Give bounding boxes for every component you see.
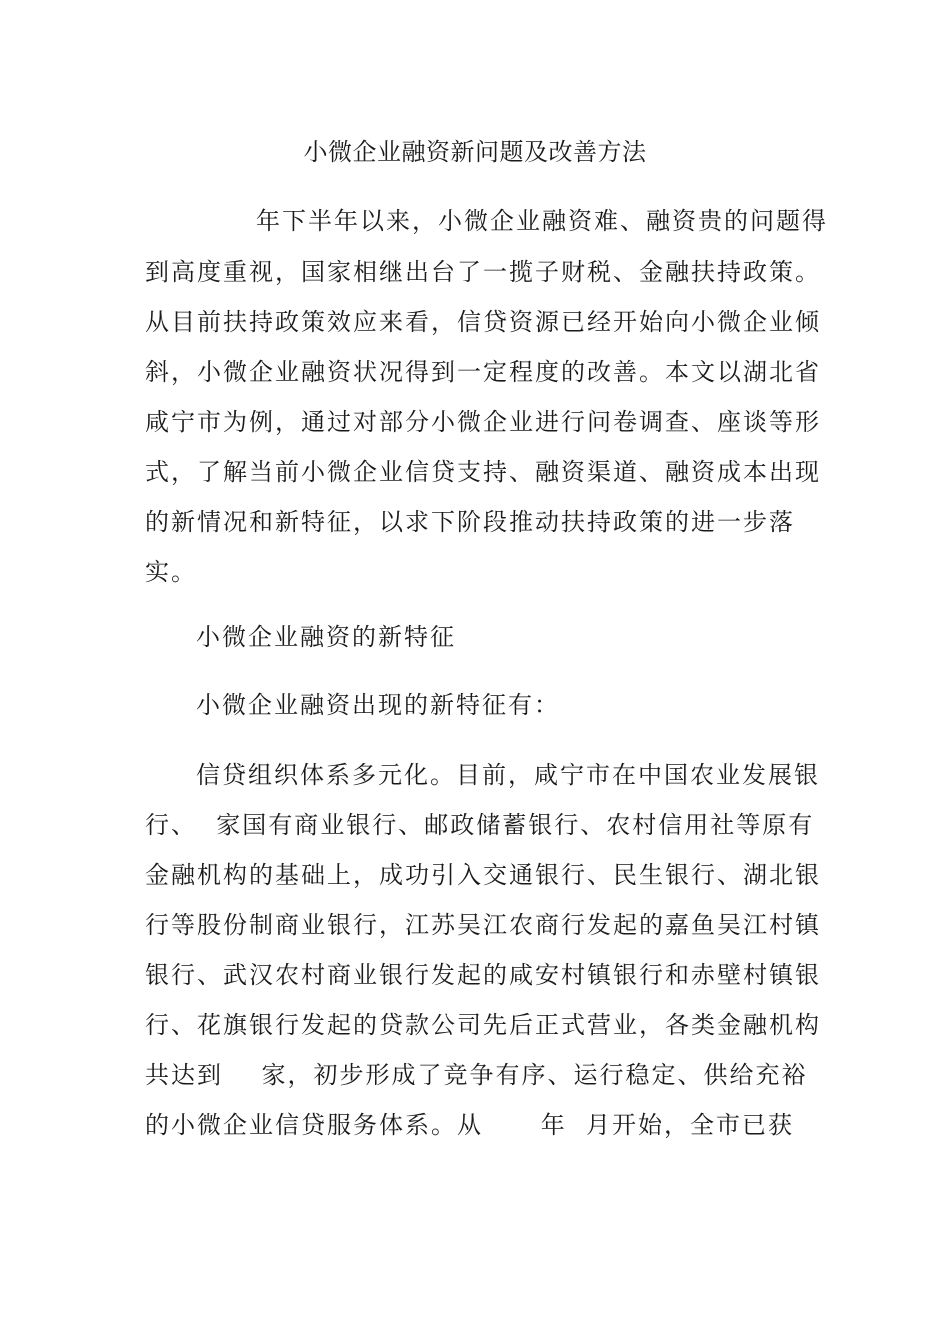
paragraph-line: 斜，小微企业融资状况得到一定程度的改善。本文以湖北省	[145, 358, 821, 386]
paragraph-line: 咸宁市为例，通过对部分小微企业进行问卷调查、座谈等形	[145, 408, 821, 436]
paragraph-line: 行、 家国有商业银行、邮政储蓄银行、农村信用社等原有	[145, 811, 815, 839]
paragraph-line: 金融机构的基础上，成功引入交通银行、民生银行、湖北银	[145, 861, 821, 889]
paragraph-line: 的新情况和新特征，以求下阶段推动扶持政策的进一步落	[145, 508, 795, 536]
paragraph-line: 行、花旗银行发起的贷款公司先后正式营业，各类金融机构	[145, 1011, 821, 1039]
document-title: 小微企业融资新问题及改善方法	[303, 138, 647, 166]
section-heading: 小微企业融资的新特征	[196, 623, 456, 651]
paragraph-line: 从目前扶持政策效应来看，信贷资源已经开始向小微企业倾	[145, 308, 821, 336]
paragraph-line: 式，了解当前小微企业信贷支持、融资渠道、融资成本出现	[145, 458, 821, 486]
paragraph-line: 实。	[145, 558, 197, 586]
paragraph-line: 的小微企业信贷服务体系。从 年 月开始，全市已获	[145, 1111, 795, 1139]
paragraph-line: 到高度重视，国家相继出台了一揽子财税、金融扶持政策。	[145, 258, 821, 286]
paragraph-line: 行等股份制商业银行，江苏吴江农商行发起的嘉鱼吴江村镇	[145, 911, 821, 939]
paragraph-line: 银行、武汉农村商业银行发起的咸安村镇银行和赤壁村镇银	[145, 961, 821, 989]
paragraph-line: 信贷组织体系多元化。目前，咸宁市在中国农业发展银	[196, 761, 820, 789]
paragraph-line: 年下半年以来，小微企业融资难、融资贵的问题得	[256, 207, 828, 235]
paragraph-line: 小微企业融资出现的新特征有：	[196, 691, 560, 719]
paragraph-line: 共达到 家，初步形成了竞争有序、运行稳定、供给充裕	[145, 1061, 808, 1089]
